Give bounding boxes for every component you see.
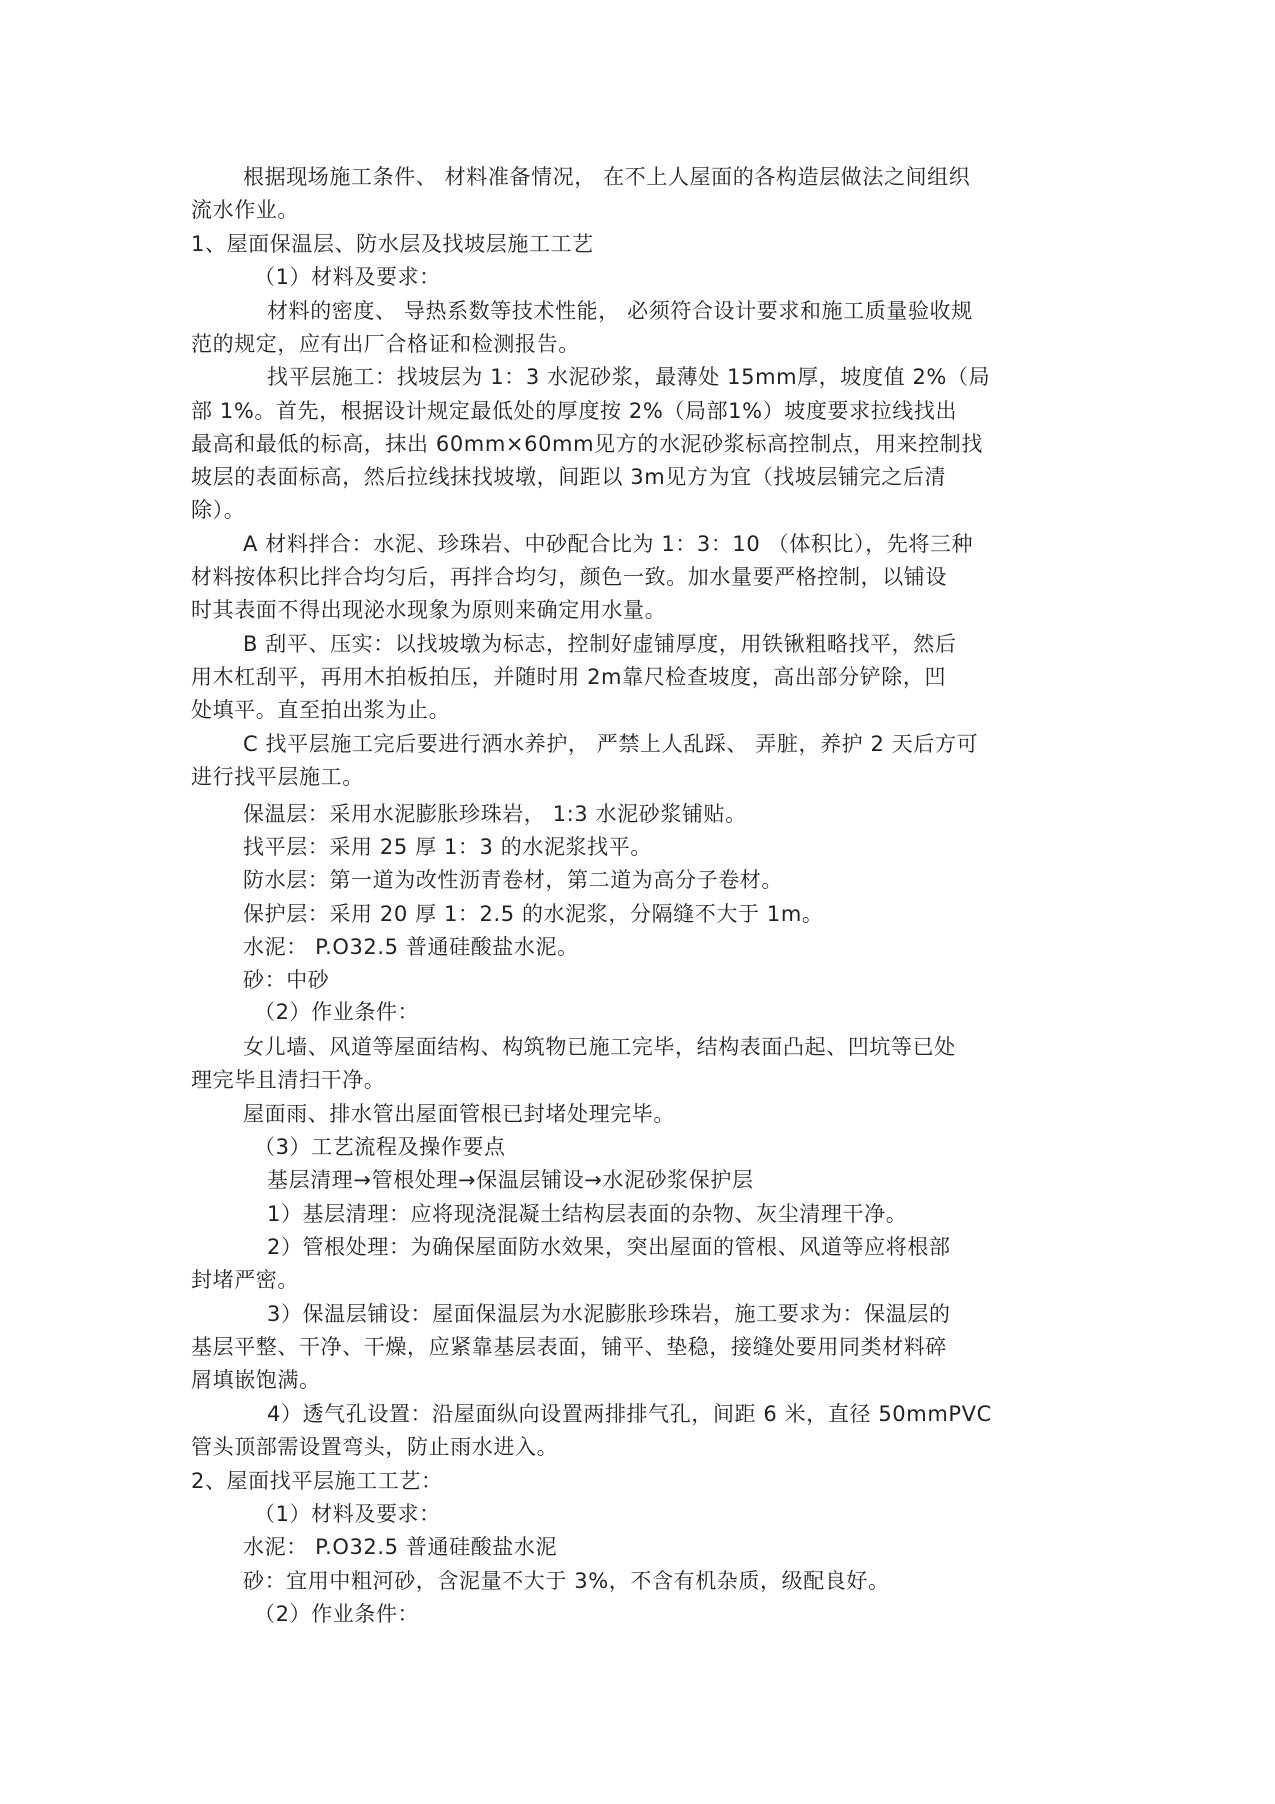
subsection-heading: （2）作业条件： [254, 1602, 420, 1626]
paragraph-line: 找平层：采用 25 厚 1：3 的水泥浆找平。 [243, 835, 652, 859]
paragraph-line: 基层平整、干净、干燥，应紧靠基层表面，铺平、垫稳，接缝处要用同类材料碎 [191, 1335, 947, 1359]
paragraph-line: 砂：中砂 [243, 968, 330, 992]
paragraph-line: 用木杠刮平，再用木拍板拍压，并随时用 2m靠尺检查坡度，高出部分铲除，凹 [191, 665, 947, 689]
section-heading: 2、屋面找平层施工工艺： [191, 1469, 443, 1493]
paragraph-line: 管头顶部需设置弯头，防止雨水进入。 [191, 1435, 559, 1459]
subsection-heading: （2）作业条件： [254, 1000, 420, 1024]
paragraph-line: C 找平层施工完后要进行洒水养护， 严禁上人乱踩、 弄脏，养护 2 天后方可 [243, 732, 979, 756]
paragraph-line: 屋面雨、排水管出屋面管根已封堵处理完毕。 [243, 1102, 675, 1126]
paragraph-line: 保温层：采用水泥膨胀珍珠岩， 1:3 水泥砂浆铺贴。 [243, 802, 747, 826]
paragraph-line: 根据现场施工条件、 材料准备情况， 在不上人屋面的各构造层做法之间组织 [243, 165, 971, 189]
paragraph-line: 4）透气孔设置：沿屋面纵向设置两排排气孔，间距 6 米，直径 50mmPVC [267, 1402, 992, 1426]
paragraph-line: 时其表面不得出现泌水现象为原则来确定用水量。 [191, 598, 667, 622]
subsection-heading: （1）材料及要求： [254, 265, 441, 289]
paragraph-line: 流水作业。 [191, 198, 299, 222]
paragraph-line: 部 1%。首先，根据设计规定最低处的厚度按 2%（局部1%）坡度要求拉线找出 [191, 399, 958, 423]
paragraph-line: 处填平。直至拍出浆为止。 [191, 698, 451, 722]
paragraph-line: 女儿墙、风道等屋面结构、构筑物已施工完毕，结构表面凸起、凹坑等已处 [243, 1035, 956, 1059]
paragraph-line: 屑填嵌饱满。 [191, 1368, 321, 1392]
section-heading: 1、屋面保温层、防水层及找坡层施工工艺 [191, 232, 594, 256]
paragraph-line: 封堵严密。 [191, 1268, 299, 1292]
paragraph-line: 最高和最低的标高，抹出 60mm×60mm见方的水泥砂浆标高控制点，用来控制找 [191, 432, 983, 456]
paragraph-line: 防水层：第一道为改性沥青卷材，第二道为高分子卷材。 [243, 868, 783, 892]
paragraph-line: 范的规定，应有出厂合格证和检测报告。 [191, 332, 580, 356]
paragraph-line: 坡层的表面标高，然后拉线抹找坡墩，间距以 3m见方为宜（找坡层铺完之后清 [191, 465, 947, 489]
subsection-heading: （1）材料及要求： [254, 1502, 441, 1526]
paragraph-line: A 材料拌合：水泥、珍珠岩、中砂配合比为 1：3：10 （体积比），先将三种 [243, 532, 974, 556]
paragraph-line: 除）。 [191, 498, 246, 522]
paragraph-line: 材料的密度、 导热系数等技术性能， 必须符合设计要求和施工质量验收规 [267, 299, 973, 323]
subsection-heading: （3）工艺流程及操作要点 [254, 1135, 506, 1159]
paragraph-line: 保护层：采用 20 厚 1：2.5 的水泥浆，分隔缝不大于 1m。 [243, 902, 824, 926]
paragraph-line: 材料按体积比拌合均匀后，再拌合均匀，颜色一致。加水量要严格控制，以铺设 [191, 565, 947, 589]
paragraph-line: 水泥： P.O32.5 普通硅酸盐水泥。 [243, 935, 579, 959]
paragraph-line: 进行找平层施工。 [191, 765, 364, 789]
paragraph-line: 基层清理→管根处理→保温层铺设→水泥砂浆保护层 [267, 1168, 754, 1192]
paragraph-line: B 刮平、压实：以找坡墩为标志，控制好虚铺厚度，用铁锹粗略找平，然后 [243, 632, 957, 656]
paragraph-line: 水泥： P.O32.5 普通硅酸盐水泥 [243, 1535, 558, 1559]
paragraph-line: 1）基层清理：应将现浇混凝土结构层表面的杂物、灰尘清理干净。 [267, 1202, 908, 1226]
paragraph-line: 找平层施工：找坡层为 1：3 水泥砂浆，最薄处 15mm厚，坡度值 2%（局 [267, 365, 991, 389]
paragraph-line: 2）管根处理：为确保屋面防水效果，突出屋面的管根、风道等应将根部 [267, 1235, 951, 1259]
paragraph-line: 砂：宜用中粗河砂，含泥量不大于 3%，不含有机杂质，级配良好。 [243, 1569, 890, 1593]
paragraph-line: 3）保温层铺设：屋面保温层为水泥膨胀珍珠岩，施工要求为：保温层的 [267, 1302, 951, 1326]
paragraph-line: 理完毕且清扫干净。 [191, 1068, 386, 1092]
